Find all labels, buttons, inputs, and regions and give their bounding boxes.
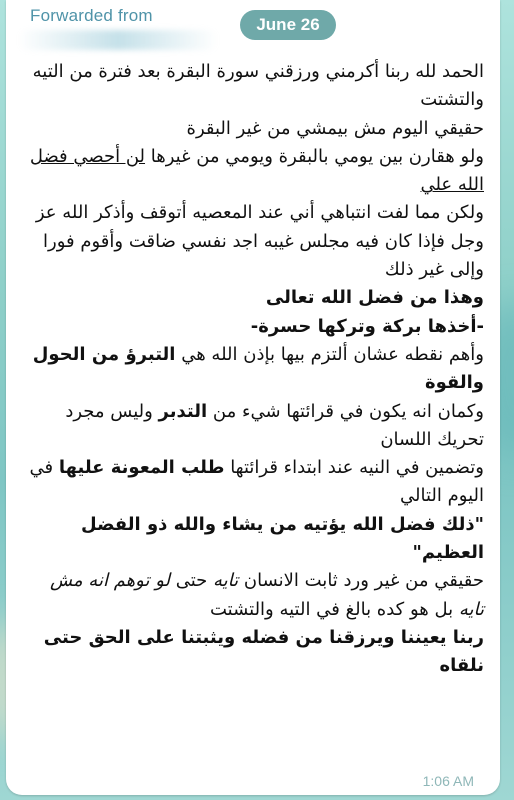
bold-text: طلب المعونة عليها xyxy=(58,457,225,479)
italic-text: لو توهم انه مش تايه xyxy=(50,570,484,620)
line-text: وليس مجرد تحريك اللسان xyxy=(65,400,484,450)
message-line xyxy=(20,199,484,256)
bold-text: وهذا من فضل الله تعالى xyxy=(265,287,484,309)
line-text: بل هو كده بالغ في التيه والتشتت xyxy=(209,598,459,620)
message-line xyxy=(20,567,484,624)
bold-text: التدبر xyxy=(158,400,208,422)
line-text: وأهم نقطه عشان ألتزم بيها بإذن الله هي xyxy=(175,343,484,365)
bold-text: ربنا يعيننا ويرزقنا من فضله ويثبتنا على الحق حتى نلقاه xyxy=(43,626,484,677)
forwarded-from-label: Forwarded from xyxy=(30,6,153,25)
line-text: في اليوم التالي xyxy=(29,457,484,507)
date-badge: June 26 xyxy=(240,10,336,40)
message-line xyxy=(20,256,484,284)
message-line-bold xyxy=(20,313,484,341)
quote-text: "ذلك فضل الله يؤتيه من يشاء والله ذو الفضل العظيم" xyxy=(81,513,484,564)
message-line-bold xyxy=(20,624,484,681)
line-text: وإلى غير ذلك xyxy=(384,259,484,281)
message-line xyxy=(20,454,484,511)
message-line-bold xyxy=(20,511,484,568)
line-text: حتى xyxy=(169,570,213,592)
message-timestamp: 1:06 AM xyxy=(422,773,474,789)
italic-text: تايه xyxy=(213,570,239,592)
line-text: حقيقي اليوم مش بيمشي من غير البقرة xyxy=(186,117,484,139)
message-line xyxy=(20,341,484,398)
message-line xyxy=(20,143,484,200)
message-line xyxy=(20,58,484,115)
forwarded-message-bubble[interactable] xyxy=(6,0,500,795)
line-text: وتضمين في النيه عند ابتداء قرائتها xyxy=(224,457,484,479)
message-line xyxy=(20,115,484,143)
line-text: ولو هقارن بين يومي بالبقرة ويومي من غيرها xyxy=(145,145,484,167)
line-text: وكمان انه يكون في قرائتها شيء من xyxy=(207,400,484,422)
bold-text: التبرؤ من الحول والقوة xyxy=(32,343,484,394)
bold-text: -أخذها بركة وتركها حسرة- xyxy=(250,315,484,337)
line-text: ولكن مما لفت انتباهي أني عند المعصيه أتوقف وأذكر الله عز وجل فإذا كان فيه مجلس غيبه اجد نفسي ضاقت وأقوم فورا xyxy=(35,202,484,252)
line-text: الحمد لله ربنا أكرمني ورزقني سورة البقرة بعد فترة من التيه والتشتت xyxy=(32,61,484,111)
forwarded-source-name-blurred[interactable] xyxy=(18,30,218,50)
message-line-bold xyxy=(20,284,484,312)
message-line xyxy=(20,398,484,455)
line-text: حقيقي من غير ورد ثابت الانسان xyxy=(238,570,484,592)
underlined-text: لن أحصي فضل الله علي xyxy=(29,145,484,196)
message-text xyxy=(20,58,484,681)
